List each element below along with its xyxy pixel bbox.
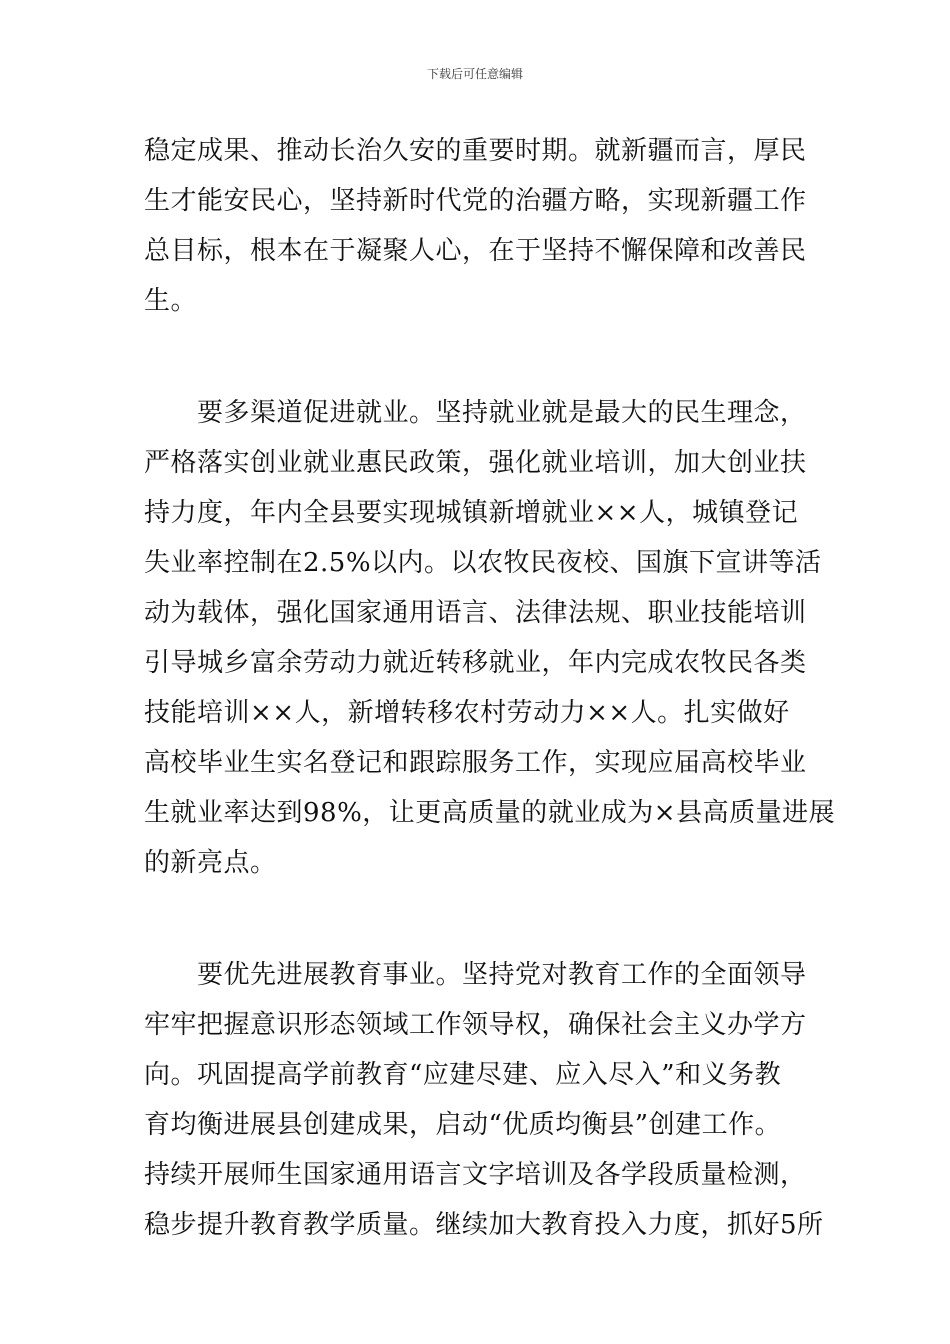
text-line: 技能培训××人，新增转移农村劳动力××人。扎实做好 [144, 698, 790, 728]
document-body [144, 126, 836, 1250]
text-line: 向。巩固提高学前教育“应建尽建、应入尽入”和义务教 [144, 1060, 782, 1090]
text-line: 生才能安民心，坚持新时代党的治疆方略，实现新疆工作 [144, 186, 807, 216]
text-line: 持续开展师生国家通用语言文字培训及各学段质量检测， [144, 1160, 807, 1190]
text-line: 持力度，年内全县要实现城镇新增就业××人，城镇登记 [144, 498, 799, 528]
text-line: 动为载体，强化国家通用语言、法律法规、职业技能培训 [144, 598, 807, 628]
text-line: 牢牢把握意识形态领域工作领导权，确保社会主义办学方 [144, 1010, 807, 1040]
paragraph-employment [144, 388, 836, 888]
text-line: 总目标，根本在于凝聚人心，在于坚持不懈保障和改善民 [144, 236, 807, 266]
text-line: 失业率控制在2.5%以内。以农牧民夜校、国旗下宣讲等活 [144, 548, 822, 578]
paragraph-education [144, 950, 824, 1250]
text-line: 严格落实创业就业惠民政策，强化就业培训，加大创业扶 [144, 448, 807, 478]
text-line: 引导城乡富余劳动力就近转移就业，年内完成农牧民各类 [144, 648, 807, 678]
text-line: 生。 [144, 286, 198, 316]
paragraph-spacer [144, 888, 808, 950]
text-line: 生就业率达到98%，让更高质量的就业成为×县高质量进展 [144, 798, 836, 828]
text-line: 要多渠道促进就业。坚持就业就是最大的民生理念， [144, 398, 807, 428]
text-line: 稳步提升教育教学质量。继续加大教育投入力度，抓好5所 [144, 1210, 824, 1240]
text-line: 的新亮点。 [144, 848, 277, 878]
paragraph-spacer [144, 326, 808, 388]
text-line: 稳定成果、推动长治久安的重要时期。就新疆而言，厚民 [144, 136, 807, 166]
paragraph-intro [144, 126, 808, 326]
text-line: 高校毕业生实名登记和跟踪服务工作，实现应届高校毕业 [144, 748, 807, 778]
page-header-note: 下载后可任意编辑 [426, 67, 523, 81]
text-line: 育均衡进展县创建成果，启动“优质均衡县”创建工作。 [144, 1110, 782, 1140]
text-line: 要优先进展教育事业。坚持党对教育工作的全面领导 [144, 960, 807, 990]
